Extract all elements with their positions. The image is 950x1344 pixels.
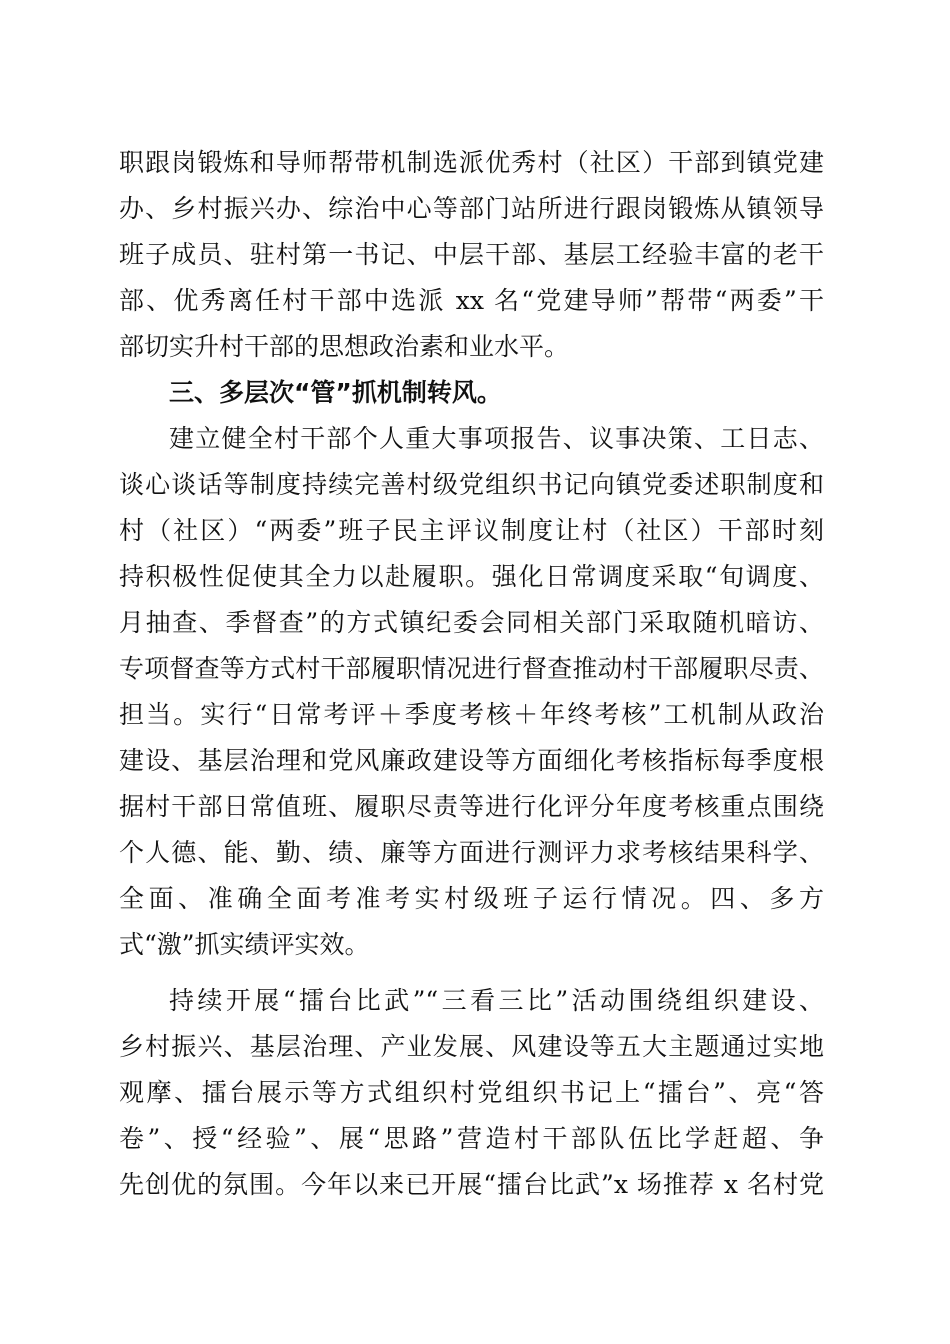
text-line: 个人德、能、勤、绩、廉等方面进行测评力求考核结果科学、 bbox=[119, 838, 824, 867]
text-line: 持积极性促使其全力以赴履职。强化日常调度采取“旬调度、 bbox=[119, 562, 824, 591]
text-line: 全面、准确全面考准考实村级班子运行情况。四、多方 bbox=[119, 884, 824, 913]
text-line: 据村干部日常值班、履职尽责等进行化评分年度考核重点围绕 bbox=[119, 792, 824, 821]
text-line: 村（社区）“两委”班子民主评议制度让村（社区）干部时刻 bbox=[119, 516, 824, 545]
text-line: 式“激”抓实绩评实效。 bbox=[119, 930, 370, 959]
text-line: 观摩、擂台展示等方式组织村党组织书记上“擂台”、亮“答 bbox=[119, 1078, 824, 1107]
paragraph-1 bbox=[119, 140, 824, 370]
text-line: 月抽查、季督查”的方式镇纪委会同相关部门采取随机暗访、 bbox=[119, 608, 824, 637]
text-line: 谈心谈话等制度持续完善村级党组织书记向镇党委述职制度和 bbox=[119, 470, 824, 499]
document-page bbox=[119, 140, 824, 1208]
text-line: 职跟岗锻炼和导师帮带机制选派优秀村（社区）干部到镇党建 bbox=[119, 148, 824, 177]
paragraph-3 bbox=[119, 978, 824, 1208]
text-line: 办、乡村振兴办、综治中心等部门站所进行跟岗锻炼从镇领导 bbox=[119, 194, 824, 223]
text-line: 班子成员、驻村第一书记、中层干部、基层工经验丰富的老干 bbox=[119, 240, 824, 269]
paragraph-2 bbox=[119, 416, 824, 968]
text-line: 专项督查等方式村干部履职情况进行督查推动村干部履职尽责、 bbox=[119, 654, 824, 683]
text-line: 卷”、授“经验”、展“思路”营造村干部队伍比学赶超、争 bbox=[119, 1124, 824, 1153]
text-line: 建设、基层治理和党风廉政建设等方面细化考核指标每季度根 bbox=[119, 746, 824, 775]
text-line: 部切实升村干部的思想政治素和业水平。 bbox=[119, 332, 570, 361]
text-line: 乡村振兴、基层治理、产业发展、风建设等五大主题通过实地 bbox=[119, 1032, 824, 1061]
text-line: 担当。实行“日常考评＋季度考核＋年终考核”工机制从政治 bbox=[119, 700, 824, 729]
text-line: 建立健全村干部个人重大事项报告、议事决策、工日志、 bbox=[169, 424, 824, 453]
text-line: 部、优秀离任村干部中选派 xx 名“党建导师”帮带“两委”干 bbox=[119, 286, 824, 315]
text-line: 先创优的氛围。今年以来已开展“擂台比武”x 场推荐 x 名村党 bbox=[119, 1170, 824, 1199]
section-heading-3: 三、多层次“管”抓机制转风。 bbox=[169, 378, 502, 407]
text-line: 持续开展“擂台比武”“三看三比”活动围绕组织建设、 bbox=[169, 986, 824, 1015]
